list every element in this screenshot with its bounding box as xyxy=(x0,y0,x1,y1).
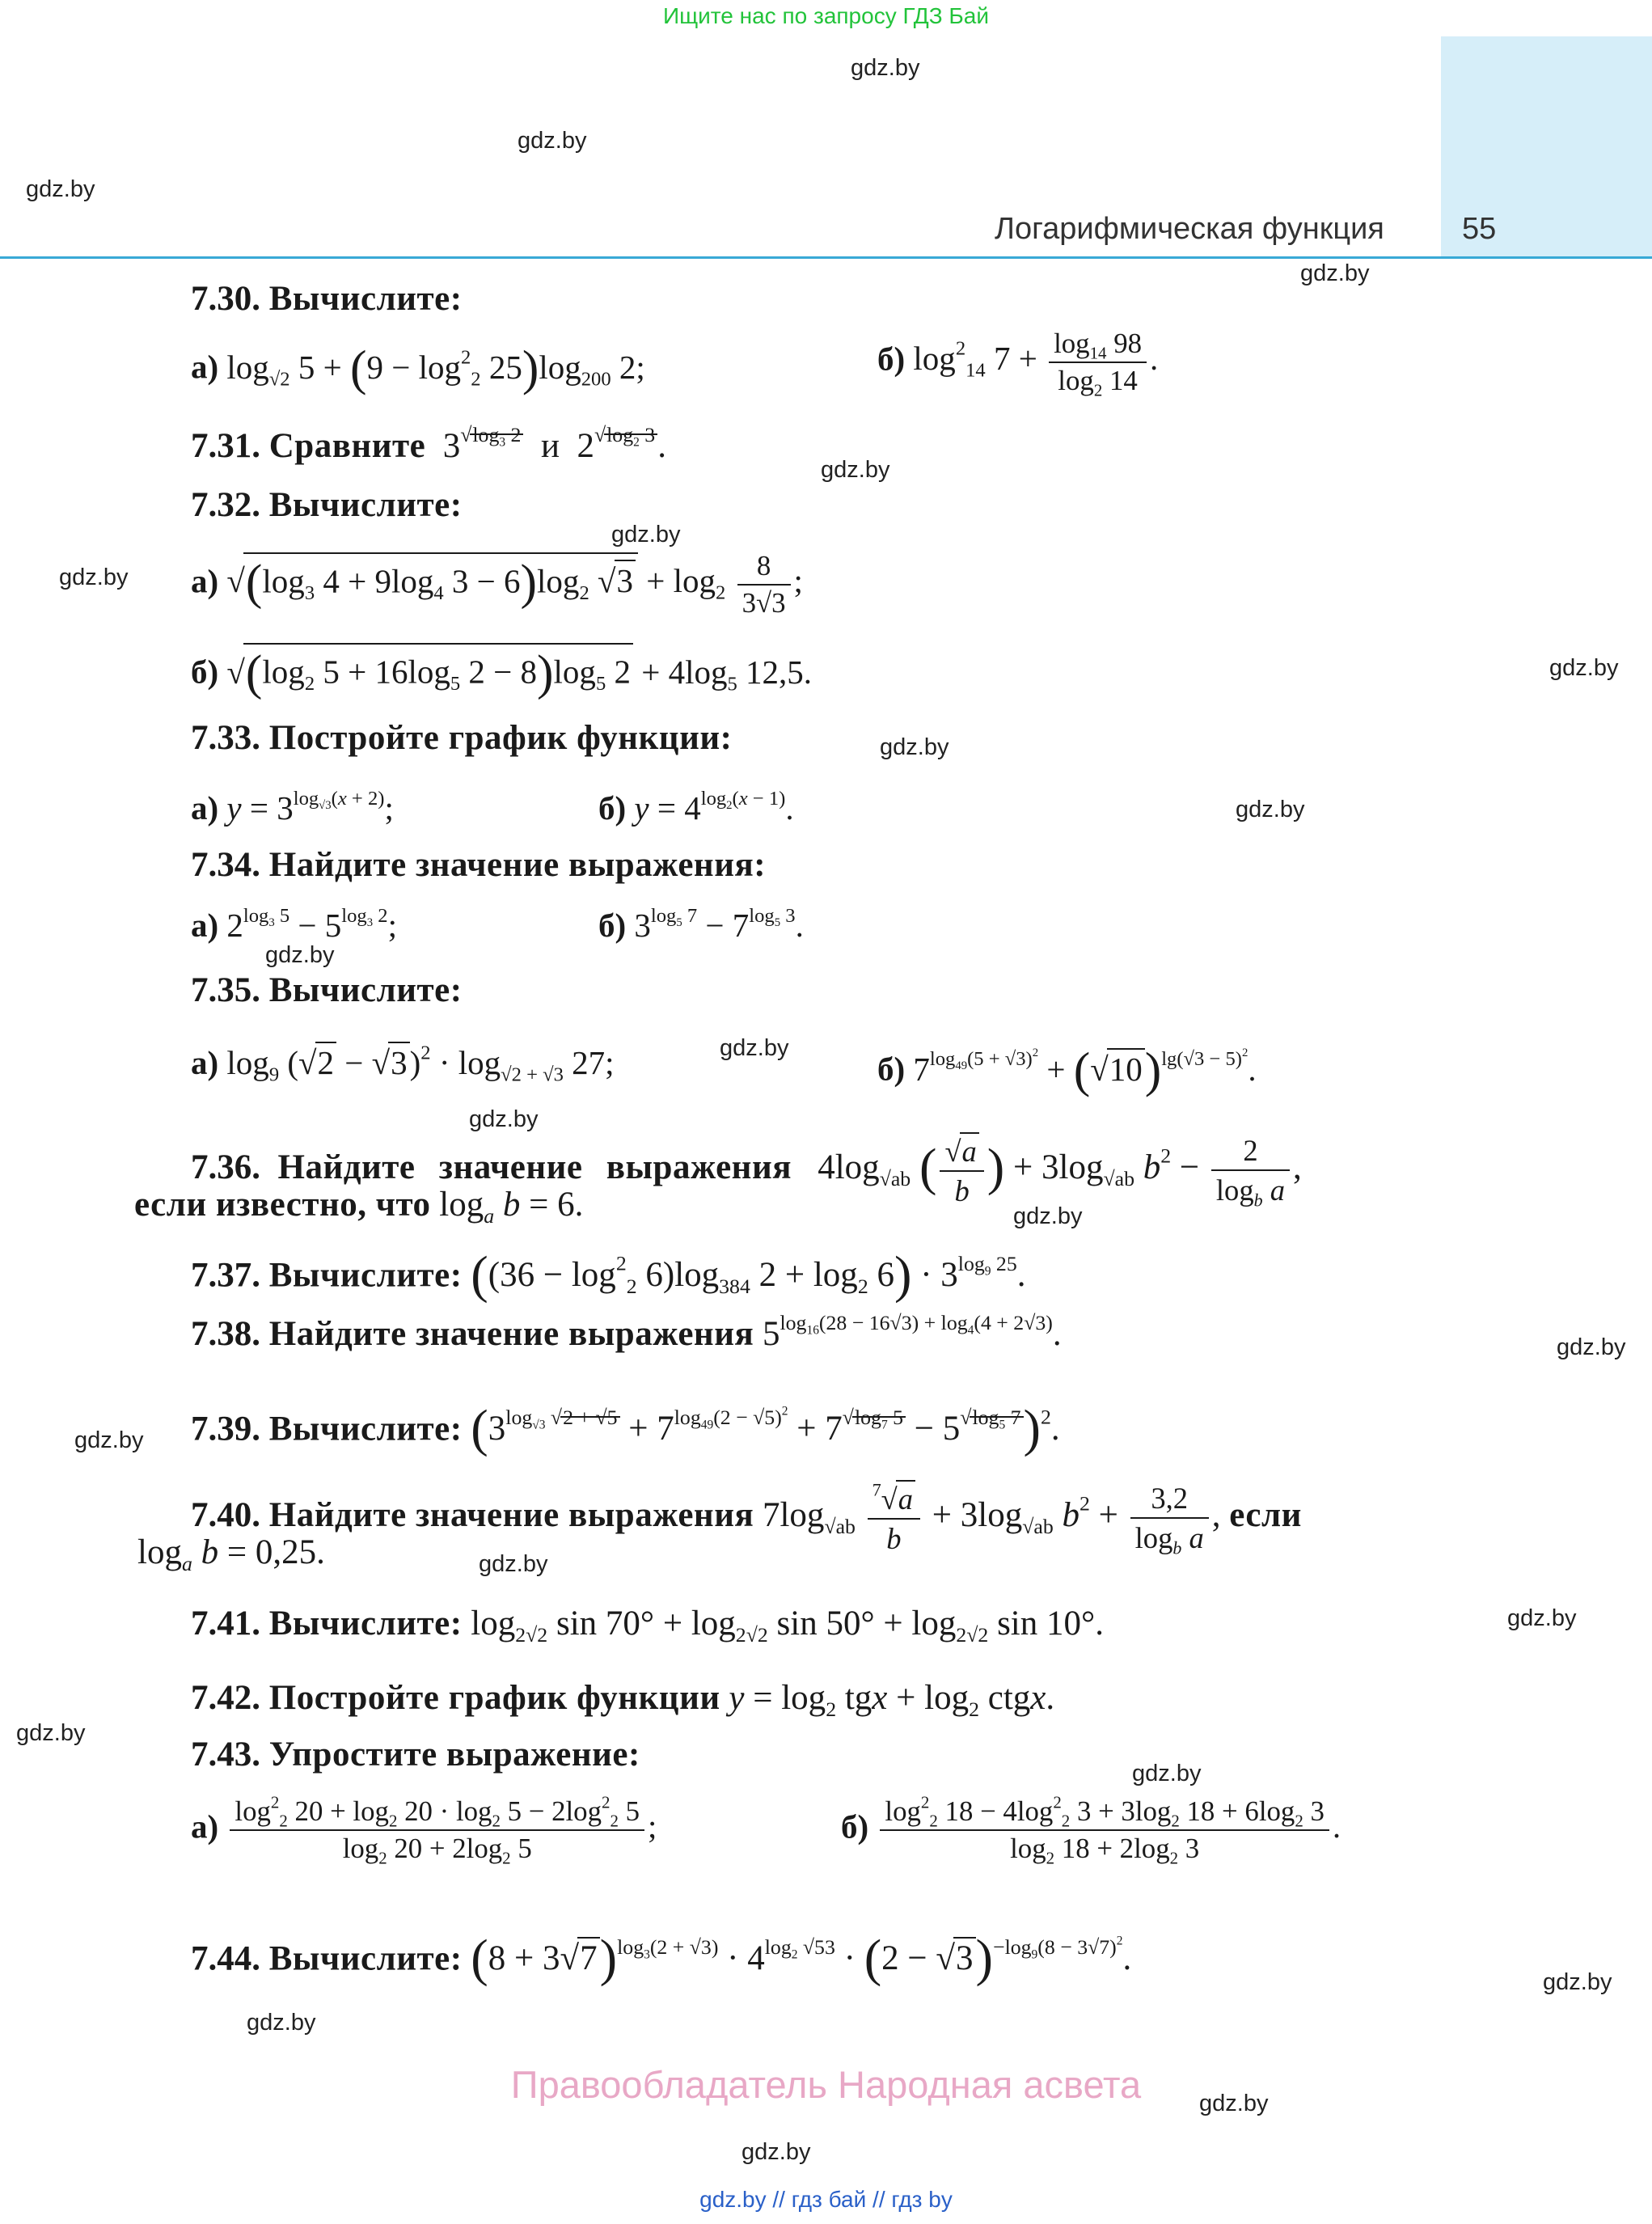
problem-7-30: 7.30. Вычислите: xyxy=(191,280,463,318)
problem-7-44: 7.44. Вычислите: $(8 + 3√7)^{log_3(2 + √3)} \cdot 4^{log_2 √53} \cdot (2 - √3)^{-log_9(8 - 3√7)^2}$. xyxy=(191,1930,1132,1987)
watermark: gdz.by xyxy=(1300,260,1370,286)
watermark: gdz.by xyxy=(59,564,129,590)
watermark: gdz.by xyxy=(1132,1761,1202,1786)
top-banner-link[interactable]: Ищите нас по запросу ГДЗ Бай xyxy=(662,3,990,28)
problem-7-36-condition: если известно, что $\log_a b = 6$. xyxy=(134,1186,584,1228)
problem-7-34-a: а) $2^{log_3 5} - 5^{log_3 2}$; xyxy=(191,904,397,944)
watermark: gdz.by xyxy=(1199,2091,1269,2116)
problem-7-31: 7.31. Сравните $3^{√log_3 2}$ и $2^{√log_2 3}$. xyxy=(191,422,666,465)
watermark: gdz.by xyxy=(247,2010,316,2036)
problem-7-34-b: б) $3^{log_5 7} - 7^{log_5 3}$. xyxy=(598,904,804,944)
problem-7-32-b: б) $√(\log_2$ $5 + 16\log_5$ $2 - 8)\log_5$ $2 + 4\log_5$ 12,5. xyxy=(191,643,812,702)
watermark: gdz.by xyxy=(741,2139,811,2165)
problem-7-30-a: а) $\log_{√2} 5 + (9 - \log^2_2 25)\log_{200}$ 2; xyxy=(191,340,645,395)
running-title: Логарифмическая функция xyxy=(995,212,1384,246)
problem-7-33: 7.33. Постройте график функции: xyxy=(191,719,733,757)
watermark: gdz.by xyxy=(1543,1969,1612,1995)
problem-7-40: 7.40. Найдите значение выражения $7\log_{√ab}$ $\frac{^7√a}{b}$ + $3\log_{√ab}$ $b^2$ + $\frac{3,2}{\log_b a}$ , если xyxy=(191,1479,1302,1558)
watermark: gdz.by xyxy=(518,128,587,154)
problem-7-42: 7.42. Постройте график функции $y = \log_2$ tgx + $\log_2$ ctgx. xyxy=(191,1679,1055,1722)
watermark: gdz.by xyxy=(265,942,335,968)
watermark: gdz.by xyxy=(16,1720,86,1746)
problem-7-34: 7.34. Найдите значение выражения: xyxy=(191,846,767,884)
problem-7-43-b: б) $\frac{\log^2_2 18 - 4\log^2_2 3 + 3\log_2 18 + 6\log_2 3}{\log_2 18 + 2\log_2 3}$ . xyxy=(841,1792,1341,1868)
header-divider xyxy=(0,256,1652,259)
problem-7-41: 7.41. Вычислите: $\log_{2√2} \sin 70^\circ + \log_{2√2} \sin 50^\circ + \log_{2√2} \sin 10^\circ$. xyxy=(191,1605,1104,1647)
watermark: gdz.by xyxy=(469,1106,539,1132)
watermark: gdz.by xyxy=(1549,655,1619,681)
problem-7-40-condition: $\log_a b = 0,25$. xyxy=(137,1533,325,1576)
watermark: gdz.by xyxy=(479,1551,548,1577)
watermark: gdz.by xyxy=(1013,1203,1083,1229)
problem-7-33-a: а) $y = 3^{log_{√3}(x + 2)}$; xyxy=(191,787,394,827)
watermark: gdz.by xyxy=(1236,797,1305,822)
watermark: gdz.by xyxy=(611,522,681,548)
problem-7-38: 7.38. Найдите значение выражения $5^{log_{16}(28 - 16√3) + log_4(4 + 2√3)}$. xyxy=(191,1310,1062,1353)
problem-7-35: 7.35. Вычислите: xyxy=(191,971,463,1009)
problem-7-39: 7.39. Вычислите: $(3^{log_{√3} √2 + √5} + 7^{log_{49}(2 - √5)^2} + 7^{√log_7 5} - 5^{√log_5 7})^2$. xyxy=(191,1400,1060,1457)
problem-7-32-a: а) $√(\log_3$ $4 + 9\log_4$ $3 - 6)\log_2$ $√3 + \log_2$ $\frac{8}{3√3}$ ; xyxy=(191,550,803,619)
watermark: gdz.by xyxy=(1507,1605,1577,1631)
copyright-notice: Правообладатель Народная асвета xyxy=(510,2063,1142,2106)
watermark: gdz.by xyxy=(821,457,890,483)
problem-7-35-a: а) $\log_9 (√2 - √3)^2 \cdot \log_{√2 + √3} 27$; xyxy=(191,1042,615,1086)
watermark: gdz.by xyxy=(26,176,95,202)
watermark: gdz.by xyxy=(851,55,920,81)
page-number: 55 xyxy=(1462,212,1497,246)
problem-7-37: 7.37. Вычислите: ($(36 - \log^2_2 6)\log_{384}$ $2 + \log_2 6) \cdot 3^{log_9 25}$. xyxy=(191,1246,1026,1304)
watermark: gdz.by xyxy=(880,734,949,760)
problem-7-36: 7.36. Найдите значение выражения $4\log_{√ab}$ ( $\frac{√a}{b}$ ) + $3\log_{√ab}$ $b^2$ − $\frac{2}{\log_b a}$ , xyxy=(191,1134,1302,1211)
problem-7-30-b: б) $\log^2_{14} 7$ + $\frac{\log_{14} 98}{\log_2 14}$ . xyxy=(877,328,1159,400)
watermark: gdz.by xyxy=(720,1035,789,1061)
footer-links[interactable]: gdz.by // гдз бай // гдз by xyxy=(699,2187,953,2212)
problem-7-35-b: б) $7^{log_{49}(5 + √3)^2} + (√10)^{lg(√3 - 5)^2}$. xyxy=(877,1042,1257,1097)
problem-7-43: 7.43. Упростите выражение: xyxy=(191,1736,640,1774)
problem-7-33-b: б) $y = 4^{log_2(x - 1)}$. xyxy=(598,787,794,827)
watermark: gdz.by xyxy=(1557,1334,1626,1360)
problem-7-43-a: а) $\frac{\log^2_2 20 + \log_2 20 \cdot \log_2 5 - 2\log^2_2 5}{\log_2 20 + 2\log_2 5}$ ; xyxy=(191,1792,657,1868)
problem-7-32: 7.32. Вычислите: xyxy=(191,486,463,524)
watermark: gdz.by xyxy=(74,1427,144,1453)
